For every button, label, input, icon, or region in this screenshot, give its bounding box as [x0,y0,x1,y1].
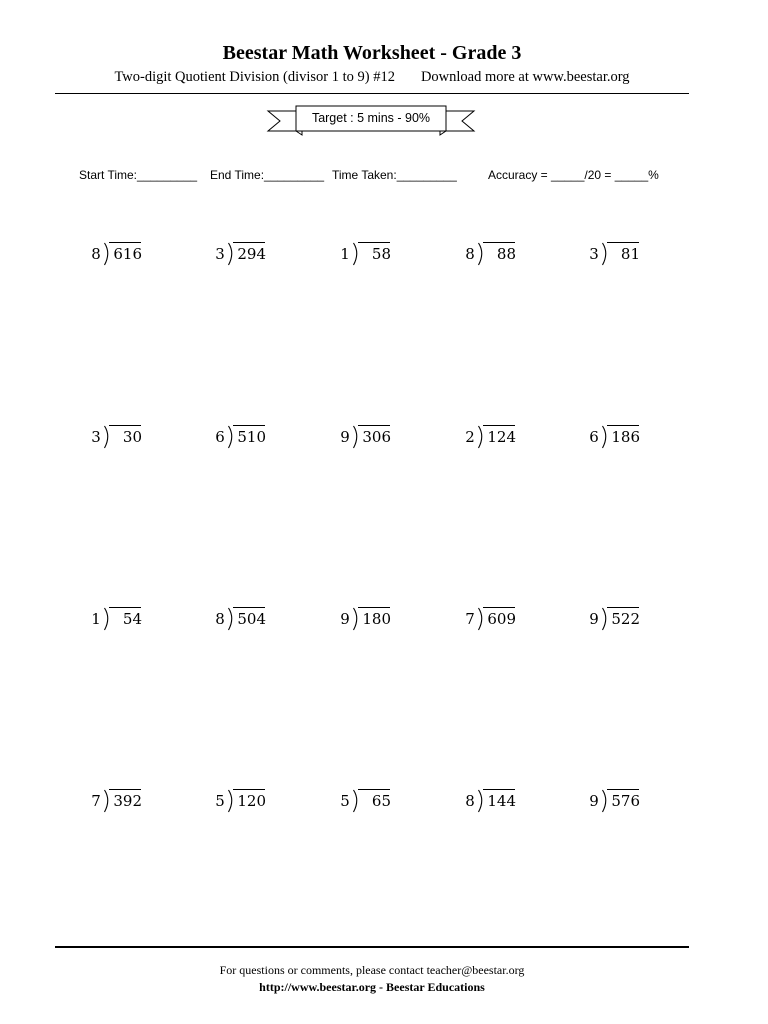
division-overline [483,789,515,790]
dividend: 88 [496,245,516,263]
division-overline [483,242,515,243]
division-problem [338,242,410,266]
division-problem [213,242,285,266]
dividend: 58 [371,245,391,263]
dividend: 609 [487,610,516,628]
accuracy-field: Accuracy = _____/20 = _____% [488,168,659,182]
divisor: 1 [91,610,101,628]
division-problem [463,607,535,631]
divisor: 8 [465,245,475,263]
dividend: 306 [362,428,391,446]
division-overline [109,607,141,608]
division-problem [89,242,161,266]
divisor: 3 [215,245,225,263]
division-problem [89,789,161,813]
division-problem [587,425,659,449]
division-overline [358,425,390,426]
division-problem [338,789,410,813]
dividend: 120 [237,792,266,810]
division-overline [233,607,265,608]
divisor: 9 [340,610,350,628]
dividend: 294 [237,245,266,263]
time-taken-field: Time Taken:_________ [332,168,457,182]
dividend: 186 [611,428,640,446]
division-overline [109,242,141,243]
division-problem [338,607,410,631]
division-problem [213,607,285,631]
dividend: 81 [620,245,640,263]
divisor: 7 [91,792,101,810]
division-overline [483,425,515,426]
division-overline [233,789,265,790]
division-problem [463,242,535,266]
divisor: 1 [340,245,350,263]
division-overline [233,425,265,426]
footer-site: http://www.beestar.org - Beestar Educations [259,980,485,994]
division-overline [607,425,639,426]
divisor: 3 [91,428,101,446]
footer-contact: For questions or comments, please contact teacher@beestar.org [219,963,525,977]
dividend: 180 [362,610,391,628]
division-overline [483,607,515,608]
division-problem [587,242,659,266]
division-overline [607,242,639,243]
division-problem [463,789,535,813]
division-problem [213,425,285,449]
dividend: 616 [113,245,142,263]
division-problem [89,607,161,631]
divisor: 8 [215,610,225,628]
division-problem [89,425,161,449]
dividend: 124 [487,428,516,446]
division-problem [463,425,535,449]
dividend: 522 [611,610,640,628]
division-overline [607,607,639,608]
divisor: 5 [340,792,350,810]
divisor: 6 [215,428,225,446]
division-overline [358,789,390,790]
division-problem [338,425,410,449]
divisor: 5 [215,792,225,810]
divisor: 9 [340,428,350,446]
division-overline [358,607,390,608]
divisor: 8 [91,245,101,263]
division-problem [213,789,285,813]
division-overline [109,789,141,790]
division-overline [607,789,639,790]
start-time-field: Start Time:_________ [79,168,198,182]
divisor: 9 [589,610,599,628]
divisor: 9 [589,792,599,810]
division-overline [233,242,265,243]
download-note: Download more at www.beestar.org [420,69,630,85]
worksheet-title: Beestar Math Worksheet - Grade 3 [222,42,522,64]
divisor: 8 [465,792,475,810]
divisor: 7 [465,610,475,628]
footer-rule [55,946,689,948]
dividend: 144 [487,792,516,810]
dividend: 392 [113,792,142,810]
target-label: Target : 5 mins - 90% [311,111,431,125]
dividend: 65 [371,792,391,810]
dividend: 504 [237,610,266,628]
worksheet-topic: Two-digit Quotient Division (divisor 1 to 9) #12 [114,69,395,85]
end-time-field: End Time:_________ [210,168,325,182]
divisor: 2 [465,428,475,446]
division-problem [587,789,659,813]
dividend: 576 [611,792,640,810]
dividend: 54 [122,610,142,628]
division-overline [358,242,390,243]
divisor: 6 [589,428,599,446]
division-problem [587,607,659,631]
dividend: 510 [237,428,266,446]
divisor: 3 [589,245,599,263]
division-overline [109,425,141,426]
dividend: 30 [122,428,142,446]
